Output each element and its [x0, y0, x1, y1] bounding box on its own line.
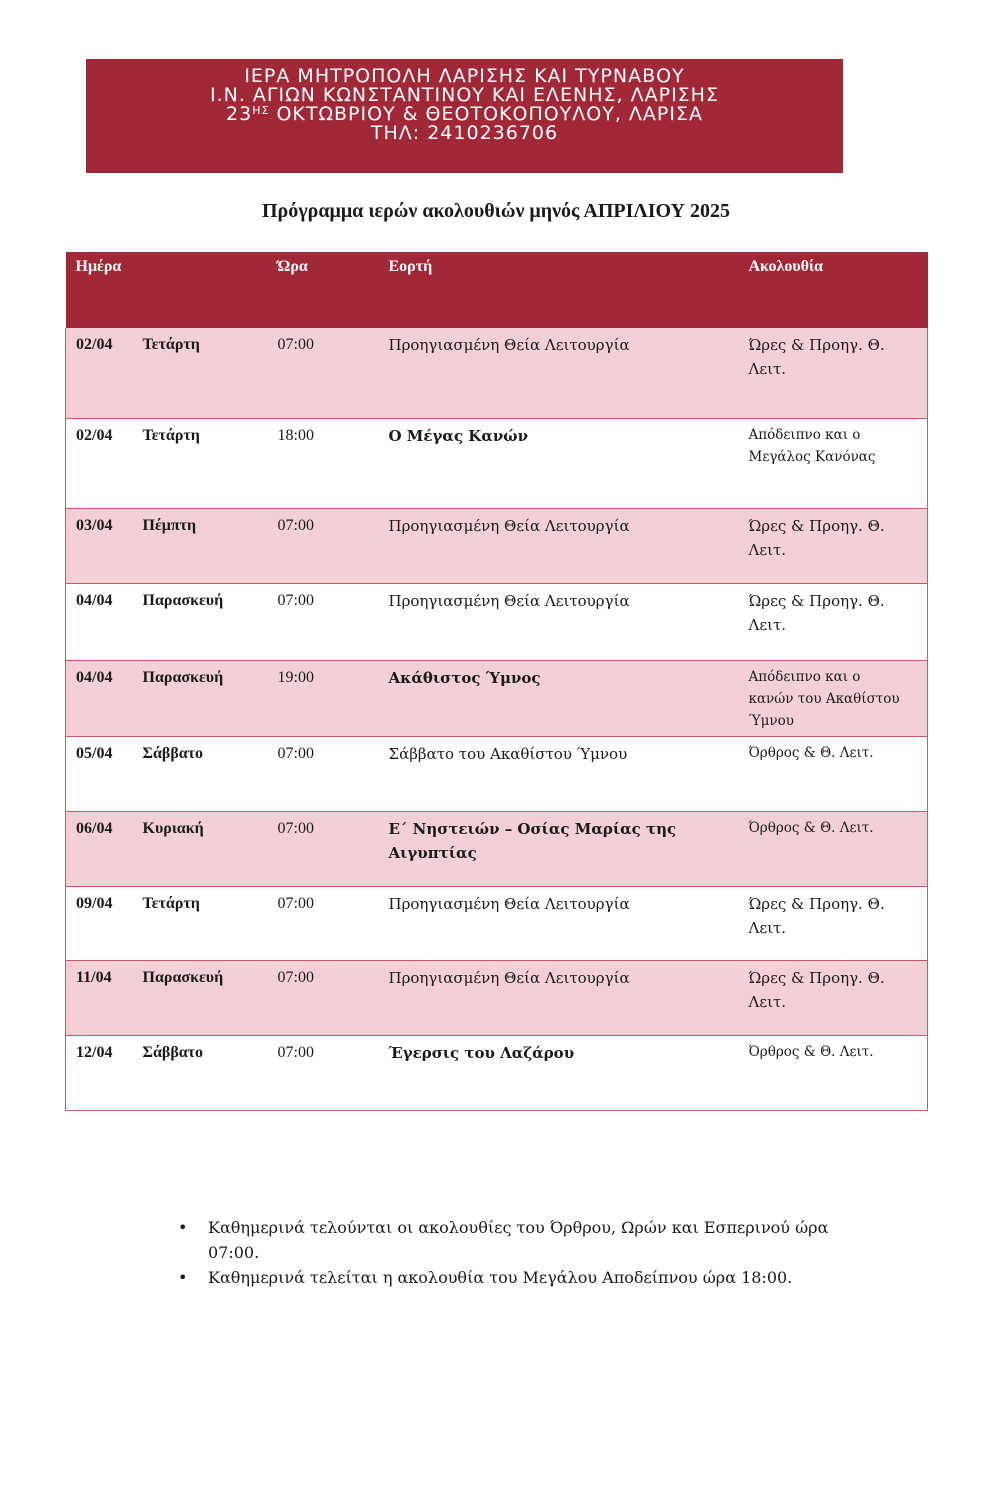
row-date: 04/04 — [76, 668, 113, 686]
table-row — [66, 583, 928, 660]
table-row — [66, 960, 928, 1035]
church-header-banner — [86, 59, 843, 173]
bullet-icon: • — [178, 1218, 188, 1237]
table-row — [66, 660, 928, 736]
note-text: Καθημερινά τελούνται οι ακολουθίες του Όρθρου, Ωρών και Εσπερινού ώρα 07:00. — [208, 1218, 829, 1262]
row-time: 07:00 — [277, 968, 314, 986]
header-service: Ακολουθία — [749, 252, 928, 328]
row-day: Κυριακή — [142, 819, 204, 837]
row-day: Πέμπτη — [142, 516, 197, 534]
row-time: 07:00 — [277, 1043, 314, 1061]
header-time: Ώρα — [278, 252, 389, 328]
header-metropolis: ΙΕΡΑ ΜΗΤΡΟΠΟΛΗ ΛΑΡΙΣΗΣ ΚΑΙ ΤΥΡΝΑΒΟΥ — [244, 65, 685, 87]
page-title: Πρόγραμμα ιερών ακολουθιών μηνός ΑΠΡΙΛΙΟΥ 2025 — [262, 200, 730, 222]
row-time: 07:00 — [277, 819, 314, 837]
header-address-rest: ΟΚΤΩΒΡΙΟΥ & ΘΕΟΤΟΚΟΠΟΥΛΟΥ, ΛΑΡΙΣΑ — [269, 103, 703, 125]
row-service: Όρθρος & Θ. Λειτ. — [748, 819, 874, 836]
table-row — [66, 811, 928, 886]
row-date: 02/04 — [76, 336, 113, 353]
row-day: Παρασκευή — [142, 968, 224, 986]
row-date: 12/04 — [76, 1043, 113, 1061]
row-date: 05/04 — [76, 744, 113, 762]
table-header-row — [66, 252, 928, 328]
table-row — [66, 1035, 928, 1110]
row-day: Τετάρτη — [142, 894, 200, 912]
row-feast: Ο Μέγας Κανών — [388, 426, 528, 445]
note-text: Καθημερινά τελείται η ακολουθία του Μεγάλου Αποδείπνου ώρα 18:00. — [208, 1268, 793, 1287]
row-time: 07:00 — [277, 516, 314, 534]
row-service: Όρθρος & Θ. Λειτ. — [748, 744, 874, 761]
row-service: Ώρες & Προηγ. Θ. Λειτ. — [748, 516, 885, 559]
row-feast: Σάββατο του Ακαθίστου Ύμνου — [388, 744, 628, 763]
row-time: 07:00 — [277, 744, 314, 762]
bullet-icon: • — [178, 1268, 188, 1287]
schedule-table — [65, 252, 928, 1111]
row-day: Σάββατο — [142, 1043, 204, 1061]
row-feast: Προηγιασμένη Θεία Λειτουργία — [388, 336, 630, 354]
row-feast: Προηγιασμένη Θεία Λειτουργία — [388, 894, 630, 913]
row-feast: Ακάθιστος Ύμνος — [388, 668, 541, 687]
row-date: 09/04 — [76, 894, 113, 912]
header-feast: Εορτή — [389, 252, 749, 328]
row-service: Ώρες & Προηγ. Θ. Λειτ. — [748, 968, 885, 1011]
row-day: Τετάρτη — [142, 336, 200, 353]
row-service: Ώρες & Προηγ. Θ. Λειτ. — [748, 894, 885, 937]
row-time: 07:00 — [277, 591, 314, 609]
row-time: 18:00 — [277, 426, 314, 444]
header-phone: ΤΗΛ: 2410236706 — [370, 122, 559, 144]
table-row — [66, 736, 928, 811]
row-day: Σάββατο — [142, 744, 204, 762]
header-church-name: Ι.Ν. ΑΓΙΩΝ ΚΩΝΣΤΑΝΤΙΝΟΥ ΚΑΙ ΕΛΕΝΗΣ, ΛΑΡΙΣΗΣ — [210, 84, 719, 106]
row-time: 19:00 — [277, 668, 314, 686]
row-time: 07:00 — [277, 894, 314, 912]
table-row — [66, 328, 928, 418]
row-feast: Προηγιασμένη Θεία Λειτουργία — [388, 968, 630, 987]
table-row — [66, 886, 928, 960]
row-time: 07:00 — [277, 336, 314, 353]
row-day: Παρασκευή — [142, 668, 224, 686]
row-date: 03/04 — [76, 516, 113, 534]
row-feast: Προηγιασμένη Θεία Λειτουργία — [388, 591, 630, 610]
header-address-sup: ΗΣ — [252, 104, 270, 117]
list-item — [178, 1265, 838, 1290]
row-service: Όρθρος & Θ. Λειτ. — [748, 1043, 874, 1060]
row-date: 02/04 — [76, 426, 113, 444]
header-day: Ημέρα — [66, 252, 278, 328]
table-row — [66, 418, 928, 508]
table-row — [66, 508, 928, 583]
row-service: Ώρες & Προηγ. Θ. Λειτ. — [748, 591, 885, 634]
row-service: Απόδειπνο και ο Μεγάλος Κανόνας — [748, 426, 876, 465]
row-date: 04/04 — [76, 591, 113, 609]
row-service: Ώρες & Προηγ. Θ. Λειτ. — [748, 336, 885, 378]
list-item — [178, 1215, 838, 1265]
notes-list — [178, 1215, 838, 1290]
row-feast: Έγερσις του Λαζάρου — [388, 1043, 575, 1062]
row-date: 11/04 — [76, 968, 112, 986]
row-day: Παρασκευή — [142, 591, 224, 609]
row-feast: Ε΄ Νηστειών – Οσίας Μαρίας της Αιγυπτίας — [388, 819, 677, 862]
row-date: 06/04 — [76, 819, 113, 837]
row-feast: Προηγιασμένη Θεία Λειτουργία — [388, 516, 630, 535]
row-service: Απόδειπνο και ο κανών του Ακαθίστου Ύμνου — [748, 668, 900, 729]
row-day: Τετάρτη — [142, 426, 200, 444]
header-address-number: 23 — [226, 103, 253, 125]
